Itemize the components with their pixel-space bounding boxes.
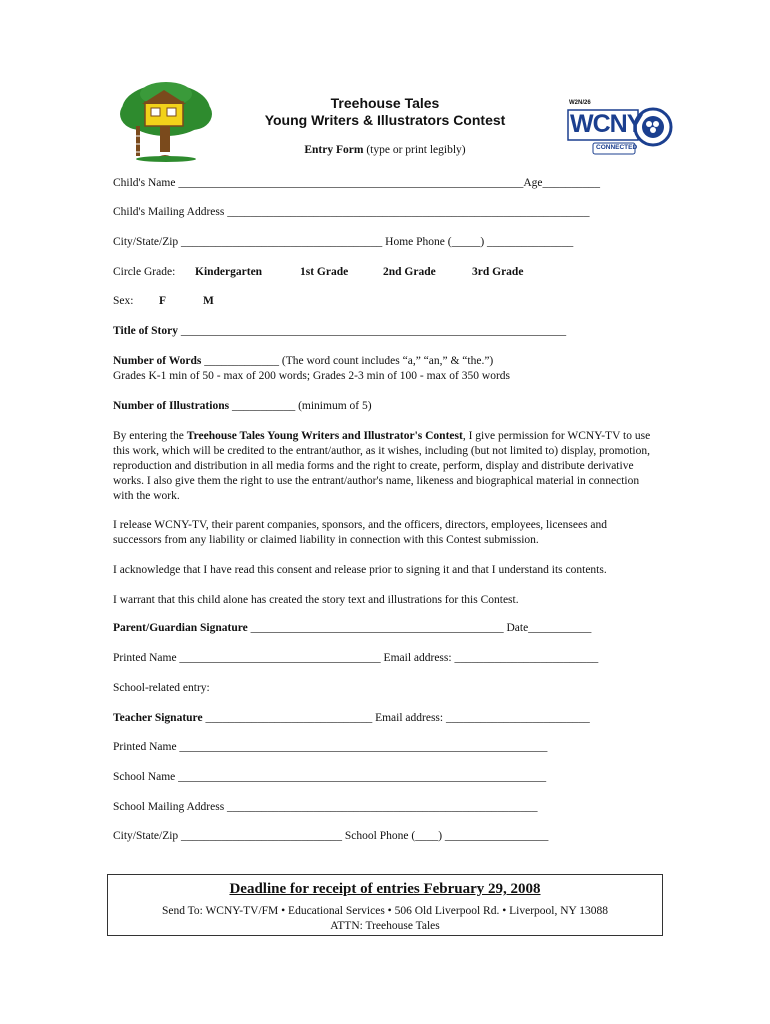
parent-signature-field[interactable]: [113, 622, 591, 634]
teacher-printed-name-field[interactable]: Printed Name ________________________________________________________________: [113, 741, 548, 753]
permission-start: By entering the: [113, 430, 187, 442]
number-of-words-label: Number of Words: [113, 355, 202, 367]
number-of-illustrations-label: Number of Illustrations: [113, 400, 230, 412]
teacher-signature-field[interactable]: [113, 712, 590, 724]
acknowledge-paragraph: I acknowledge that I have read this consent and release prior to signing it and that I understand its contents.: [113, 564, 607, 576]
grade-option-2nd[interactable]: 2nd Grade: [383, 266, 436, 278]
number-of-illustrations-rest: ___________ (minimum of 5): [229, 400, 372, 412]
sex-option-m[interactable]: M: [203, 295, 214, 307]
printed-name-email-field[interactable]: Printed Name ___________________________________ Email address: _________________________: [113, 652, 599, 664]
school-name-field[interactable]: School Name ________________________________________________________________: [113, 771, 547, 783]
release-paragraph: I release WCNY-TV, their parent companies, sponsors, and the officers, directors, employees, licensees and successors from any liability or claimed liability in connection with this Contest submission.: [113, 519, 608, 546]
title-of-story-field[interactable]: [113, 325, 566, 337]
permission-contest-name: Treehouse Tales Young Writers and Illustrator's Contest: [186, 430, 463, 442]
teacher-signature-label: Teacher Signature: [113, 712, 203, 724]
school-mailing-address-field[interactable]: School Mailing Address ______________________________________________________: [113, 801, 538, 813]
title-of-story-label: Title of Story: [113, 325, 178, 337]
mailing-address-field[interactable]: Child's Mailing Address _______________________________________________________________: [113, 206, 590, 218]
warrant-paragraph: I warrant that this child alone has created the story text and illustrations for this Contest.: [113, 594, 519, 606]
number-of-illustrations-field[interactable]: [113, 400, 372, 412]
circle-grade-label: Circle Grade:: [113, 266, 176, 278]
wcny-wordmark: WCNY: [570, 110, 643, 138]
permission-end: , I give permission for WCNY-TV to use this work, which will be credited to the entrant/author, as it wishes, including (but not limited to) display, promotion, reproduction and distribution in all media forms and the right to create, perform, display and distribute derivative works. I also give them the right to use the entrant/author's name, likeness and biographical material in connection with the work.: [113, 430, 651, 502]
word-limits-note: Grades K-1 min of 50 - max of 200 words; Grades 2-3 min of 100 - max of 350 words: [113, 370, 510, 382]
deadline-box: [107, 874, 663, 936]
entry-form-label: Entry Form: [304, 144, 364, 156]
parent-signature-line: ____________________________________________ Date___________: [247, 622, 592, 634]
title-of-story-line: ___________________________________________________________________: [177, 325, 567, 337]
send-to-address: Send To: WCNY-TV/FM • Educational Services • 506 Old Liverpool Rd. • Liverpool, NY 13088: [161, 905, 609, 917]
teacher-signature-line: _____________________________ Email address: _________________________: [202, 712, 590, 724]
contest-subtitle: Young Writers & Illustrators Contest: [264, 112, 506, 128]
childs-name-field[interactable]: Child's Name ____________________________________________________________Age__________: [113, 177, 600, 189]
permission-paragraph: [113, 429, 658, 504]
sex-option-f[interactable]: F: [159, 295, 167, 307]
number-of-words-field[interactable]: [113, 355, 493, 367]
grade-option-1st[interactable]: 1st Grade: [300, 266, 349, 278]
grade-option-kindergarten[interactable]: Kindergarten: [195, 266, 263, 278]
wcny-small-label: W2N/26: [569, 100, 591, 106]
contest-title: Treehouse Tales: [330, 95, 440, 111]
sex-label: Sex:: [113, 295, 134, 307]
school-related-label: School-related entry:: [113, 682, 210, 694]
entry-form-note: (type or print legibly): [363, 144, 466, 156]
number-of-words-rest: _____________ (The word count includes “a,” “an,” & “the.”): [201, 355, 494, 367]
grade-option-3rd[interactable]: 3rd Grade: [472, 266, 524, 278]
entry-form-heading: [0, 144, 770, 156]
deadline-title: Deadline for receipt of entries February 29, 2008: [229, 881, 541, 897]
parent-signature-label: Parent/Guardian Signature: [113, 622, 248, 634]
city-state-zip-field[interactable]: City/State/Zip ___________________________________ Home Phone (_____) _______________: [113, 236, 574, 248]
attn-line: ATTN: Treehouse Tales: [330, 920, 440, 932]
wcny-connected-label: CONNECTED: [596, 144, 638, 151]
school-city-phone-field[interactable]: City/State/Zip ____________________________ School Phone (____) __________________: [113, 830, 549, 842]
